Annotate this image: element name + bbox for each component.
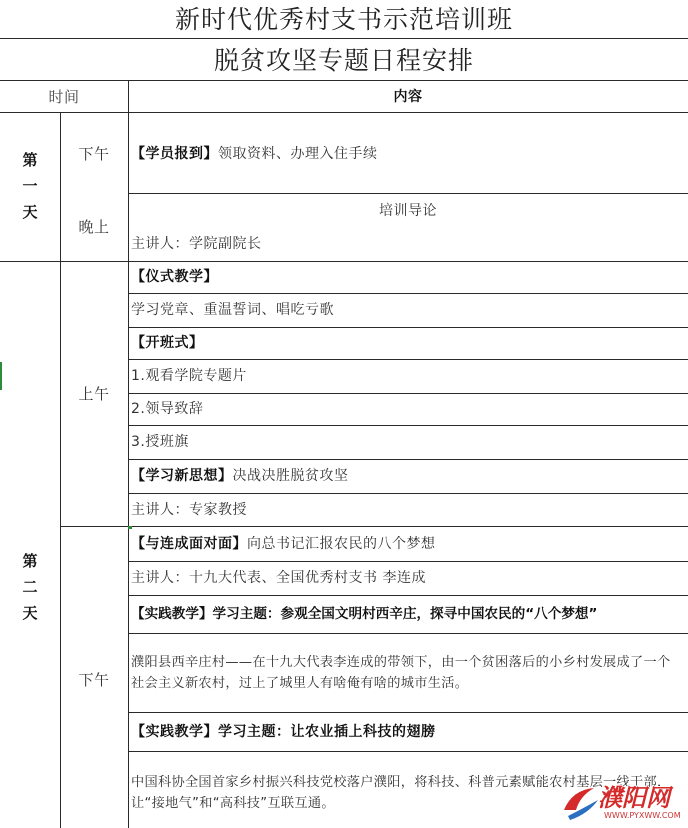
- d2-dialog-speaker: 主讲人：十九大代表、全国优秀村支书 李连成: [131, 570, 426, 586]
- rule: [128, 293, 688, 294]
- watermark-url: WWW.PYXWW.COM: [604, 811, 681, 820]
- rule: [128, 493, 688, 494]
- rule-header-bottom: [0, 112, 688, 113]
- rule-d1-split: [128, 193, 688, 194]
- d1-evening-topic: 培训导论: [379, 203, 437, 219]
- watermark-brand: 濮阳网: [598, 784, 670, 812]
- header-time: 时间: [48, 88, 80, 106]
- site-watermark: [558, 778, 688, 828]
- d2-ceremony-text: 学习党章、重温誓词、唱吃亏歌: [131, 302, 334, 318]
- day2-label: 第 二 天: [22, 552, 38, 622]
- rule: [128, 712, 688, 713]
- d2-practice2-desc: 中国科协全国首家乡村振兴科技党校落户濮阳，将科技、科普元素赋能农村基层一线干部，让“接地气”和“高科技”互联互通。: [131, 775, 671, 811]
- d1-evening-speaker: 主讲人：学院副院长: [131, 236, 262, 252]
- rule-am-pm-split: [60, 526, 688, 527]
- d2-dialog-row: 【与连成面对面】向总书记汇报农民的八个梦想: [131, 536, 436, 552]
- d1-afternoon-period: 下午: [78, 145, 110, 163]
- col-divider-day2: [60, 261, 61, 828]
- rule: [128, 751, 688, 752]
- rule: [128, 359, 688, 360]
- d2-opening-item-1: 1.观看学院专题片: [131, 368, 247, 384]
- rule: [128, 633, 688, 634]
- col-divider-day1: [60, 112, 61, 261]
- rule: [128, 561, 688, 562]
- d2-thought-row: 【学习新思想】决战决胜脱贫攻坚: [131, 468, 349, 484]
- d2-practice1-title: 【实践教学】学习主题：参观全国文明村西辛庄，探寻中国农民的“八个梦想”: [131, 606, 598, 622]
- swoosh-logo-icon: [558, 780, 602, 824]
- d2-practice1-desc: 濮阳县西辛庄村——在十九大代表李连成的带领下，由一个贫困落后的小乡村发展成了一个社会主义新农村，过上了城里人有啥俺有啥的城市生活。: [131, 655, 671, 691]
- d2-afternoon-period: 下午: [78, 671, 110, 689]
- d2-ceremony-tag: 【仪式教学】: [131, 269, 218, 285]
- rule: [128, 393, 688, 394]
- day1-label: 第 一 天: [22, 151, 38, 221]
- d2-opening-item-2: 2.领导致辞: [131, 401, 204, 417]
- rule-day-split: [0, 261, 688, 262]
- rule-top: [0, 38, 688, 39]
- rule: [128, 327, 688, 328]
- d1-checkin-row: 【学员报到】领取资料、办理入住手续: [131, 146, 378, 162]
- d2-opening-item-3: 3.授班旗: [131, 434, 189, 450]
- rule: [128, 459, 688, 460]
- d2-morning-period: 上午: [78, 385, 110, 403]
- page-title: 新时代优秀村支书示范培训班: [174, 5, 513, 34]
- header-content: 内容: [393, 89, 423, 105]
- rule: [128, 595, 688, 596]
- d1-evening-period: 晚上: [78, 218, 110, 236]
- d2-practice2-title: 【实践教学】学习主题：让农业插上科技的翅膀: [131, 724, 436, 740]
- edge-marker: [0, 362, 2, 390]
- rule-header-top: [0, 80, 688, 81]
- col-divider-content: [128, 80, 129, 828]
- rule: [128, 425, 688, 426]
- d2-morning-speaker: 主讲人：专家教授: [131, 502, 247, 518]
- page-subtitle: 脱贫攻坚专题日程安排: [213, 46, 474, 75]
- d2-opening-tag: 【开班式】: [131, 335, 204, 351]
- cell-marker: [128, 526, 132, 529]
